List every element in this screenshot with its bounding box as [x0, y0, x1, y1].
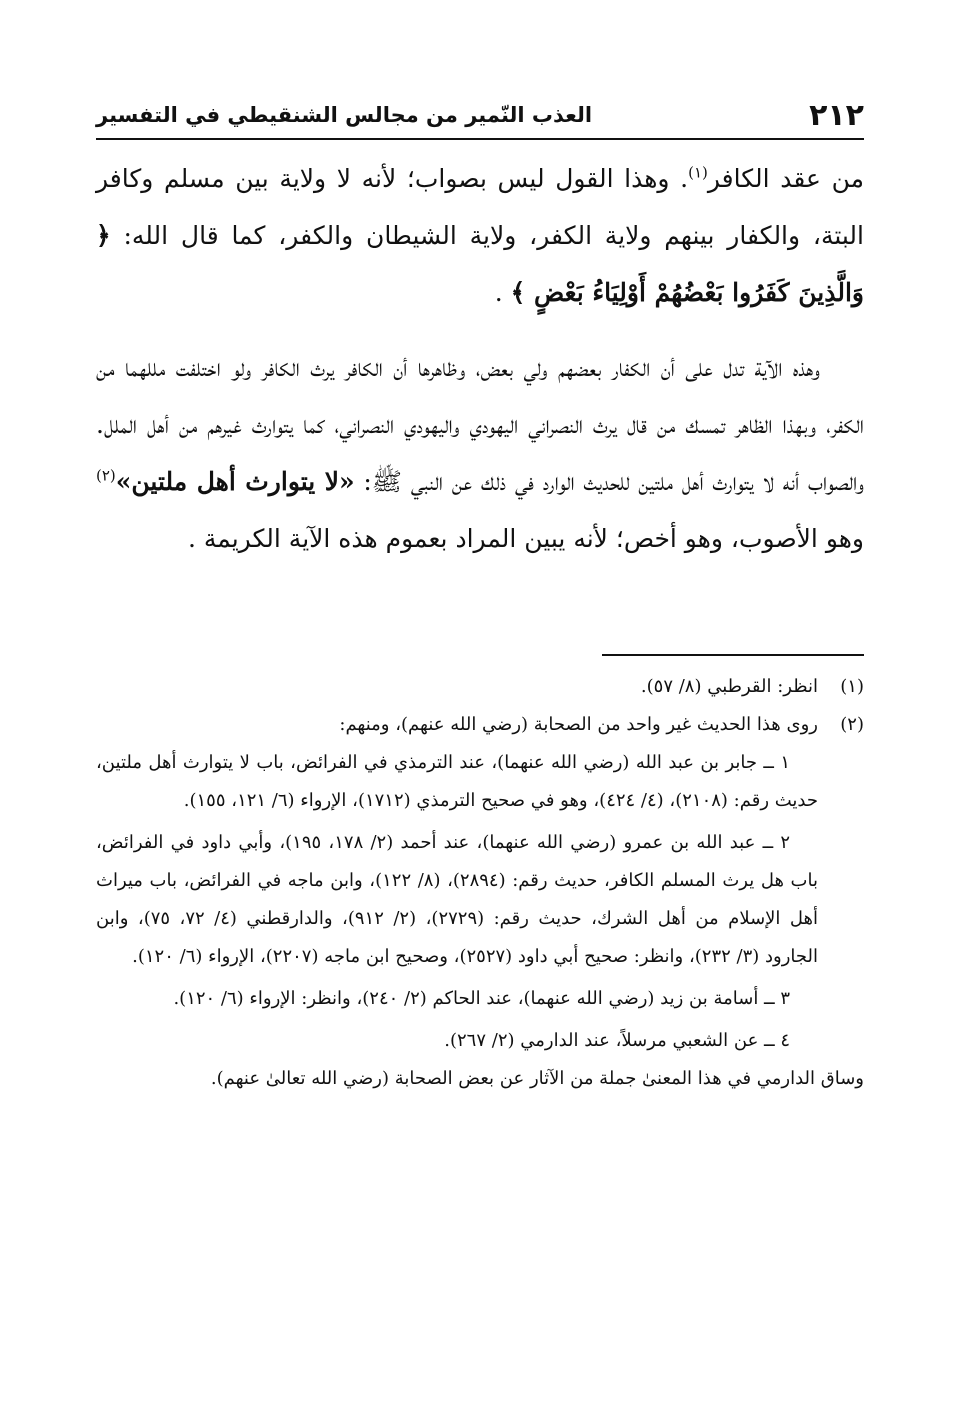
main-text [96, 150, 864, 567]
footnote-separator [602, 654, 864, 656]
paragraph-2-text: وهذه الآية تدل على أن الكفار بعضهم ولي بعض، وظاهرها أن الكافر يرث الكافر ولو اختلفت مللهما من الكفر، وبهذا الظاهر تمسك من قال يرث النصراني اليهودي واليهودي النصراني، كما يتوارث غيرهم من أهل الملل. والصواب أنه لا يتوارث أهل ملتين للحديث الوارد في ذلك عن النبي ﷺ: [96, 353, 864, 496]
paragraph-1 [96, 150, 864, 321]
paragraph-2 [96, 339, 864, 567]
footnote-2-number: (٢) [840, 714, 864, 735]
footnote-2-item-1: ١ ــ جابر بن عبد الله (رضي الله عنهما)، عند الترمذي في الفرائض، باب لا يتوارث أهل ملتين، حديث رقم: (٢١٠٨)، (٤/ ٤٢٤)، وهو في صحيح الترمذي (١٧١٢)، الإرواء (٦/ ١٢١، ١٥٥). [96, 752, 818, 811]
page-number: ٢١٢ [809, 97, 864, 133]
footnotes [96, 668, 864, 1098]
footnote-2-closing: وساق الدارمي في هذا المعنىٰ جملة من الآثار عن بعض الصحابة (رضي الله تعالىٰ عنهم). [210, 1068, 864, 1089]
page-header [96, 92, 864, 140]
paragraph-1-text: . وهذا القول ليس بصواب؛ لأنه لا ولاية بين مسلم وكافر البتة، والكفار بينهم ولاية الكفر، ولاية الشيطان والكفر، كما قال الله: [96, 164, 864, 250]
paragraph-2-end: وهو الأصوب، وهو أخص؛ لأنه يبين المراد بعموم هذه الآية الكريمة . [187, 524, 864, 553]
footnote-2-item-3: ٣ ــ أسامة بن زيد (رضي الله عنهما)، عند الحاكم (٢/ ٢٤٠)، وانظر: الإرواء (٦/ ١٢٠). [173, 988, 790, 1009]
footnote-2-body [96, 706, 818, 1060]
paragraph-1-end: . [494, 278, 511, 307]
footnote-2-item-4: ٤ ــ عن الشعبي مرسلاً، عند الدارمي (٢/ ٢٦٧). [444, 1030, 790, 1051]
footnote-ref-1: (١) [688, 163, 708, 182]
footnote-2-intro: روى هذا الحديث غير واحد من الصحابة (رضي الله عنهم)، ومنهم: [339, 714, 818, 735]
running-title: العذب النّمير من مجالس الشنقيطي في التفسير [96, 103, 593, 127]
footnote-2 [96, 706, 864, 1060]
footnote-1-text: انظر: القرطبي (٨/ ٥٧). [640, 676, 818, 697]
quran-verse: ﴿ وَالَّذِينَ كَفَرُوا بَعْضُهُمْ أَوْلِيَاءُ بَعْضٍ ﴾ [96, 221, 864, 307]
footnote-ref-2: (٢) [96, 466, 116, 485]
footnote-1-number: (١) [840, 676, 864, 697]
hadith-quote: «لا يتوارث أهل ملتين» [115, 467, 355, 496]
footnote-2-item-2: ٢ ــ عبد الله بن عمرو (رضي الله عنهما)، عند أحمد (٢/ ١٧٨، ١٩٥)، وأبي داود في الفرائض، باب هل يرث المسلم الكافر، حديث رقم: (٢٨٩٤)، (٨/ ١٢٢)، وابن ماجه في الفرائض، باب ميراث أهل الإسلام من أهل الشرك، حديث رقم: (٢٧٢٩)، (٢/ ٩١٢)، والدارقطني (٤/ ٧٢، ٧٥)، وابن الجارود (٣/ ٢٣٢)، وانظر: صحيح أبي داود (٢٥٢٧)، وصحيح ابن ماجه (٢٢٠٧)، الإرواء (٦/ ١٢٠). [96, 832, 819, 967]
footnote-1 [96, 668, 864, 706]
paragraph-1-start: من عقد الكافر [707, 164, 865, 193]
